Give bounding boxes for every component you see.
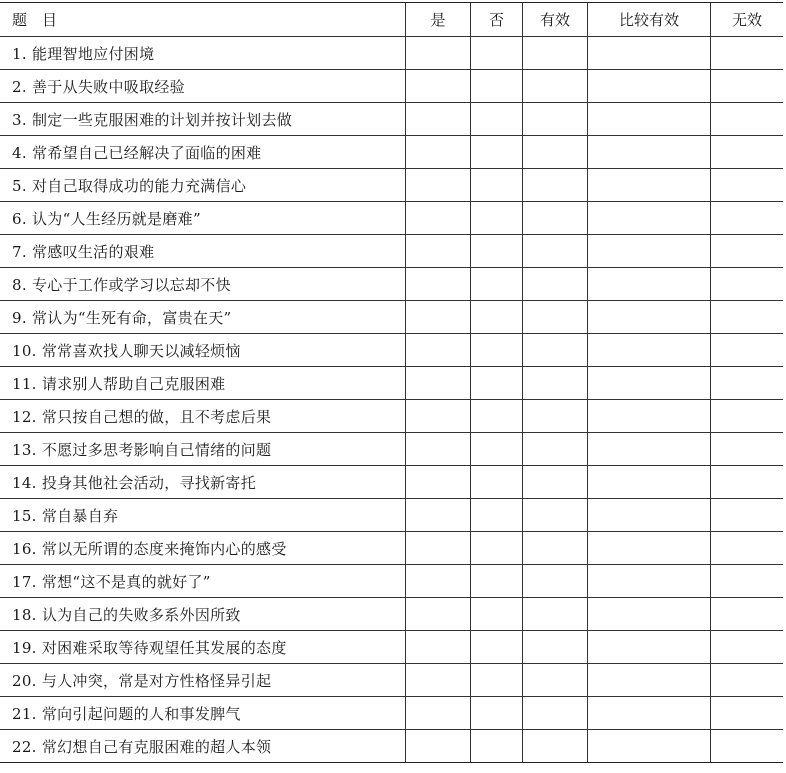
item-text: 2. 善于从失败中吸取经验 bbox=[12, 77, 185, 96]
table-header bbox=[0, 3, 783, 37]
answer-fairly-effective-cell[interactable] bbox=[588, 301, 711, 334]
item-text: 19. 对困难采取等待观望任其发展的态度 bbox=[12, 638, 287, 657]
answer-yes-cell[interactable] bbox=[406, 367, 471, 400]
item-cell bbox=[0, 268, 406, 301]
answer-no-cell[interactable] bbox=[471, 37, 523, 70]
answer-yes-cell[interactable] bbox=[406, 37, 471, 70]
item-text: 16. 常以无所谓的态度来掩饰内心的感受 bbox=[12, 539, 287, 558]
item-text: 5. 对自己取得成功的能力充满信心 bbox=[12, 176, 247, 195]
answer-no-cell[interactable] bbox=[471, 367, 523, 400]
answer-effective-cell[interactable] bbox=[523, 697, 588, 730]
answer-fairly-effective-cell[interactable] bbox=[588, 532, 711, 565]
table-row bbox=[0, 664, 783, 697]
answer-yes-cell[interactable] bbox=[406, 433, 471, 466]
answer-effective-cell[interactable] bbox=[523, 268, 588, 301]
answer-fairly-effective-cell[interactable] bbox=[588, 730, 711, 763]
item-cell bbox=[0, 103, 406, 136]
answer-no-cell[interactable] bbox=[471, 697, 523, 730]
answer-no-cell[interactable] bbox=[471, 466, 523, 499]
item-text: 4. 常希望自己已经解决了面临的困难 bbox=[12, 143, 262, 162]
answer-effective-cell[interactable] bbox=[523, 532, 588, 565]
table-row bbox=[0, 37, 783, 70]
item-text: 9. 常认为“生死有命，富贵在天” bbox=[12, 308, 232, 327]
table-row bbox=[0, 598, 783, 631]
answer-no-cell[interactable] bbox=[471, 499, 523, 532]
answer-ineffective-cell[interactable] bbox=[711, 466, 784, 499]
item-cell bbox=[0, 664, 406, 697]
answer-yes-cell[interactable] bbox=[406, 400, 471, 433]
answer-fairly-effective-cell[interactable] bbox=[588, 565, 711, 598]
item-text: 20. 与人冲突，常是对方性格怪异引起 bbox=[12, 671, 272, 690]
table-row bbox=[0, 532, 783, 565]
answer-no-cell[interactable] bbox=[471, 433, 523, 466]
table-row bbox=[0, 235, 783, 268]
answer-no-cell[interactable] bbox=[471, 565, 523, 598]
header-item: 题 目 bbox=[0, 3, 406, 37]
coping-questionnaire-table bbox=[0, 2, 783, 763]
answer-effective-cell[interactable] bbox=[523, 400, 588, 433]
answer-yes-cell[interactable] bbox=[406, 631, 471, 664]
answer-effective-cell[interactable] bbox=[523, 499, 588, 532]
item-cell bbox=[0, 565, 406, 598]
answer-fairly-effective-cell[interactable] bbox=[588, 598, 711, 631]
answer-no-cell[interactable] bbox=[471, 169, 523, 202]
item-cell bbox=[0, 334, 406, 367]
answer-fairly-effective-cell[interactable] bbox=[588, 103, 711, 136]
answer-no-cell[interactable] bbox=[471, 598, 523, 631]
answer-effective-cell[interactable] bbox=[523, 367, 588, 400]
item-text: 7. 常感叹生活的艰难 bbox=[12, 242, 155, 261]
answer-ineffective-cell[interactable] bbox=[711, 730, 784, 763]
header-effective: 有效 bbox=[523, 3, 588, 37]
item-cell bbox=[0, 301, 406, 334]
answer-ineffective-cell[interactable] bbox=[711, 367, 784, 400]
answer-no-cell[interactable] bbox=[471, 730, 523, 763]
answer-ineffective-cell[interactable] bbox=[711, 532, 784, 565]
item-cell bbox=[0, 169, 406, 202]
answer-effective-cell[interactable] bbox=[523, 565, 588, 598]
table-row bbox=[0, 730, 783, 763]
item-cell bbox=[0, 235, 406, 268]
item-cell bbox=[0, 631, 406, 664]
answer-yes-cell[interactable] bbox=[406, 334, 471, 367]
item-cell bbox=[0, 70, 406, 103]
answer-fairly-effective-cell[interactable] bbox=[588, 136, 711, 169]
table-row bbox=[0, 202, 783, 235]
answer-yes-cell[interactable] bbox=[406, 70, 471, 103]
answer-no-cell[interactable] bbox=[471, 268, 523, 301]
answer-ineffective-cell[interactable] bbox=[711, 268, 784, 301]
answer-fairly-effective-cell[interactable] bbox=[588, 37, 711, 70]
answer-yes-cell[interactable] bbox=[406, 697, 471, 730]
answer-yes-cell[interactable] bbox=[406, 664, 471, 697]
table-row bbox=[0, 103, 783, 136]
answer-no-cell[interactable] bbox=[471, 532, 523, 565]
answer-ineffective-cell[interactable] bbox=[711, 598, 784, 631]
answer-fairly-effective-cell[interactable] bbox=[588, 367, 711, 400]
answer-no-cell[interactable] bbox=[471, 103, 523, 136]
table-row bbox=[0, 565, 783, 598]
answer-effective-cell[interactable] bbox=[523, 598, 588, 631]
answer-no-cell[interactable] bbox=[471, 334, 523, 367]
item-text: 21. 常向引起问题的人和事发脾气 bbox=[12, 704, 241, 723]
answer-no-cell[interactable] bbox=[471, 202, 523, 235]
answer-effective-cell[interactable] bbox=[523, 37, 588, 70]
answer-ineffective-cell[interactable] bbox=[711, 235, 784, 268]
item-text: 14. 投身其他社会活动，寻找新寄托 bbox=[12, 473, 257, 492]
header-fairly-effective: 比较有效 bbox=[588, 3, 711, 37]
answer-no-cell[interactable] bbox=[471, 70, 523, 103]
item-text: 18. 认为自己的失败多系外因所致 bbox=[12, 605, 241, 624]
answer-ineffective-cell[interactable] bbox=[711, 136, 784, 169]
answer-yes-cell[interactable] bbox=[406, 730, 471, 763]
item-text: 1. 能理智地应付困境 bbox=[12, 44, 155, 63]
item-text: 11. 请求别人帮助自己克服困难 bbox=[12, 374, 226, 393]
item-cell bbox=[0, 532, 406, 565]
answer-no-cell[interactable] bbox=[471, 400, 523, 433]
answer-no-cell[interactable] bbox=[471, 664, 523, 697]
table-row bbox=[0, 367, 783, 400]
item-cell bbox=[0, 367, 406, 400]
table-row bbox=[0, 334, 783, 367]
answer-yes-cell[interactable] bbox=[406, 202, 471, 235]
answer-ineffective-cell[interactable] bbox=[711, 169, 784, 202]
table-row bbox=[0, 499, 783, 532]
item-text: 17. 常想“这不是真的就好了” bbox=[12, 572, 211, 591]
answer-yes-cell[interactable] bbox=[406, 598, 471, 631]
item-cell bbox=[0, 466, 406, 499]
answer-ineffective-cell[interactable] bbox=[711, 103, 784, 136]
header-ineffective: 无效 bbox=[711, 3, 784, 37]
answer-effective-cell[interactable] bbox=[523, 70, 588, 103]
table-row bbox=[0, 169, 783, 202]
item-text: 3. 制定一些克服困难的计划并按计划去做 bbox=[12, 110, 293, 129]
table-row bbox=[0, 268, 783, 301]
answer-yes-cell[interactable] bbox=[406, 499, 471, 532]
answer-fairly-effective-cell[interactable] bbox=[588, 664, 711, 697]
item-cell bbox=[0, 37, 406, 70]
answer-yes-cell[interactable] bbox=[406, 235, 471, 268]
table-row bbox=[0, 466, 783, 499]
table-row bbox=[0, 631, 783, 664]
answer-yes-cell[interactable] bbox=[406, 532, 471, 565]
table-row bbox=[0, 70, 783, 103]
answer-fairly-effective-cell[interactable] bbox=[588, 169, 711, 202]
item-text: 12. 常只按自己想的做，且不考虑后果 bbox=[12, 407, 272, 426]
item-cell bbox=[0, 400, 406, 433]
item-text: 22. 常幻想自己有克服困难的超人本领 bbox=[12, 737, 272, 756]
answer-effective-cell[interactable] bbox=[523, 202, 588, 235]
answer-fairly-effective-cell[interactable] bbox=[588, 268, 711, 301]
table-row bbox=[0, 697, 783, 730]
item-cell bbox=[0, 202, 406, 235]
answer-effective-cell[interactable] bbox=[523, 334, 588, 367]
answer-yes-cell[interactable] bbox=[406, 103, 471, 136]
answer-no-cell[interactable] bbox=[471, 235, 523, 268]
table-row bbox=[0, 301, 783, 334]
answer-fairly-effective-cell[interactable] bbox=[588, 499, 711, 532]
item-cell bbox=[0, 433, 406, 466]
table-body bbox=[0, 37, 783, 763]
item-text: 10. 常常喜欢找人聊天以减轻烦恼 bbox=[12, 341, 241, 360]
item-text: 8. 专心于工作或学习以忘却不快 bbox=[12, 275, 231, 294]
answer-effective-cell[interactable] bbox=[523, 433, 588, 466]
answer-fairly-effective-cell[interactable] bbox=[588, 466, 711, 499]
answer-yes-cell[interactable] bbox=[406, 466, 471, 499]
answer-ineffective-cell[interactable] bbox=[711, 631, 784, 664]
answer-fairly-effective-cell[interactable] bbox=[588, 433, 711, 466]
answer-fairly-effective-cell[interactable] bbox=[588, 202, 711, 235]
answer-effective-cell[interactable] bbox=[523, 730, 588, 763]
answer-effective-cell[interactable] bbox=[523, 235, 588, 268]
answer-fairly-effective-cell[interactable] bbox=[588, 235, 711, 268]
answer-ineffective-cell[interactable] bbox=[711, 400, 784, 433]
answer-no-cell[interactable] bbox=[471, 136, 523, 169]
answer-ineffective-cell[interactable] bbox=[711, 565, 784, 598]
table-row bbox=[0, 433, 783, 466]
answer-yes-cell[interactable] bbox=[406, 301, 471, 334]
answer-ineffective-cell[interactable] bbox=[711, 499, 784, 532]
answer-fairly-effective-cell[interactable] bbox=[588, 334, 711, 367]
answer-ineffective-cell[interactable] bbox=[711, 70, 784, 103]
answer-effective-cell[interactable] bbox=[523, 103, 588, 136]
header-row bbox=[0, 3, 783, 37]
answer-fairly-effective-cell[interactable] bbox=[588, 70, 711, 103]
answer-yes-cell[interactable] bbox=[406, 136, 471, 169]
table-row bbox=[0, 400, 783, 433]
answer-fairly-effective-cell[interactable] bbox=[588, 400, 711, 433]
table-row bbox=[0, 136, 783, 169]
answer-effective-cell[interactable] bbox=[523, 664, 588, 697]
answer-ineffective-cell[interactable] bbox=[711, 664, 784, 697]
item-text: 13. 不愿过多思考影响自己情绪的问题 bbox=[12, 440, 272, 459]
header-yes: 是 bbox=[406, 3, 471, 37]
answer-effective-cell[interactable] bbox=[523, 631, 588, 664]
answer-no-cell[interactable] bbox=[471, 301, 523, 334]
answer-effective-cell[interactable] bbox=[523, 136, 588, 169]
answer-yes-cell[interactable] bbox=[406, 268, 471, 301]
item-cell bbox=[0, 136, 406, 169]
item-cell bbox=[0, 499, 406, 532]
answer-ineffective-cell[interactable] bbox=[711, 37, 784, 70]
answer-ineffective-cell[interactable] bbox=[711, 433, 784, 466]
answer-effective-cell[interactable] bbox=[523, 466, 588, 499]
answer-yes-cell[interactable] bbox=[406, 169, 471, 202]
item-text: 6. 认为“人生经历就是磨难” bbox=[12, 209, 201, 228]
answer-fairly-effective-cell[interactable] bbox=[588, 697, 711, 730]
answer-effective-cell[interactable] bbox=[523, 301, 588, 334]
answer-no-cell[interactable] bbox=[471, 631, 523, 664]
answer-ineffective-cell[interactable] bbox=[711, 202, 784, 235]
item-cell bbox=[0, 598, 406, 631]
header-no: 否 bbox=[471, 3, 523, 37]
item-text: 15. 常自暴自弃 bbox=[12, 506, 119, 525]
answer-ineffective-cell[interactable] bbox=[711, 334, 784, 367]
item-cell bbox=[0, 730, 406, 763]
answer-effective-cell[interactable] bbox=[523, 169, 588, 202]
answer-fairly-effective-cell[interactable] bbox=[588, 631, 711, 664]
answer-yes-cell[interactable] bbox=[406, 565, 471, 598]
item-cell bbox=[0, 697, 406, 730]
answer-ineffective-cell[interactable] bbox=[711, 697, 784, 730]
answer-ineffective-cell[interactable] bbox=[711, 301, 784, 334]
